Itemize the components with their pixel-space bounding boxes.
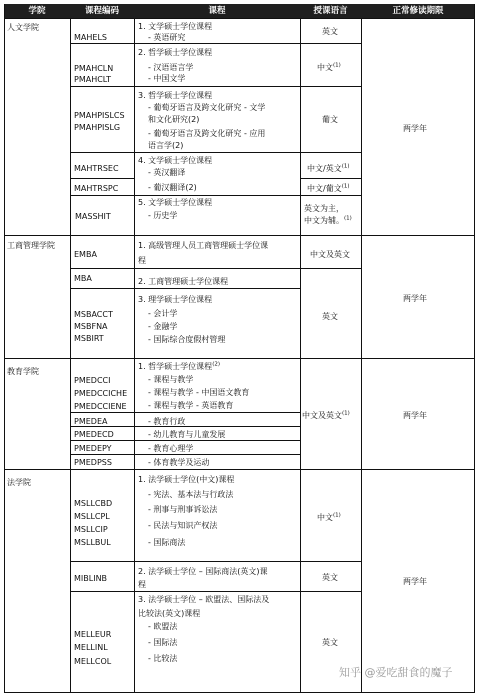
row-divider [70, 454, 301, 455]
faculty-divider [4, 358, 475, 359]
course-line: - 课程与教学 - 英语教育 [148, 401, 234, 410]
programme-code: MSLLBUL [74, 538, 111, 547]
course-line: 2. 工商管理硕士学位课程 [138, 277, 229, 286]
course-line: - 金融学 [148, 322, 178, 331]
header-faculty: 学院 [4, 4, 70, 18]
course-line: - 会计学 [148, 309, 178, 318]
faculty-name: 人文学院 [7, 23, 39, 32]
course-line: 2. 法学硕士学位 – 国际商法(英文)课 [138, 567, 268, 576]
language-text: 中文/葡文$^{(1)}$ [307, 183, 350, 193]
course-line: - 葡萄牙语言及跨文化研究 - 应用 [148, 129, 266, 138]
course-line: - 汉语语言学 [148, 63, 194, 72]
row-divider [70, 440, 301, 441]
course-line: 语言学(2) [148, 141, 184, 150]
course-line: 程 [138, 580, 146, 589]
programme-code: PMEDCCICHE [74, 389, 128, 398]
programme-code: PMAHPISLG [74, 123, 121, 132]
course-line: - 历史学 [148, 211, 178, 220]
programme-code: MSLLCBD [74, 499, 113, 508]
course-line: 程 [138, 256, 146, 265]
faculty-divider [4, 235, 475, 236]
header-language: 授课语言 [300, 4, 361, 18]
faculty-name: 法学院 [7, 478, 31, 487]
course-line: - 中国文学 [148, 74, 186, 83]
programme-code: EMBA [74, 250, 97, 259]
row-divider [70, 268, 361, 269]
course-line: - 英语研究 [148, 33, 186, 42]
row-divider [70, 195, 361, 196]
programme-code: MSBIRT [74, 334, 104, 343]
programme-code: PMEDEA [74, 417, 108, 426]
course-line: 1. 文学硕士学位课程 [138, 22, 213, 31]
row-divider [70, 86, 361, 87]
course-line: - 教育心理学 [148, 444, 194, 453]
header-code: 课程编码 [70, 4, 134, 18]
programme-code: PMEDECD [74, 430, 114, 439]
column-divider [361, 18, 362, 693]
programme-code: MASSHIT [75, 212, 111, 221]
language-text: 葡文 [322, 115, 338, 124]
course-line: - 宪法、基本法与行政法 [148, 490, 234, 499]
programme-code: PMAHCLT [74, 75, 112, 84]
course-line: - 民法与知识产权法 [148, 521, 218, 530]
course-line: - 课程与教学 - 中国语文教育 [148, 388, 250, 397]
header-course: 课程 [134, 4, 300, 18]
course-line: - 幼儿教育与儿童发展 [148, 430, 226, 439]
programme-code: PMEDCCI [74, 376, 111, 385]
course-line: 4. 文学硕士学位课程 [138, 156, 213, 165]
language-text: 中文$^{(1)}$ [317, 512, 341, 522]
table-border-bottom [4, 692, 475, 693]
course-line: - 葡萄牙语言及跨文化研究 - 文学 [148, 103, 266, 112]
programme-code: MAHTRSPC [74, 184, 119, 193]
course-line: 比较法(英文)课程 [138, 609, 201, 618]
row-divider [70, 152, 361, 153]
programme-code: MSBACCT [74, 310, 113, 319]
course-line: - 国际综合度假村管理 [148, 335, 226, 344]
course-line: - 英汉翻译 [148, 168, 186, 177]
row-divider [70, 426, 301, 427]
programme-code: MAHELS [74, 33, 107, 42]
course-line: 3. 理学硕士学位课程 [138, 295, 213, 304]
duration-text: 两学年 [403, 577, 427, 586]
row-divider [300, 178, 361, 179]
programme-code: MSBFNA [74, 322, 108, 331]
language-text: 中文及英文 [310, 250, 350, 259]
programme-code: MAHTRSEC [74, 164, 119, 173]
course-line: 5. 文学硕士学位课程 [138, 198, 213, 207]
language-text: 英文 [322, 312, 338, 321]
programme-code: PMEDCCIENE [74, 402, 127, 411]
course-line: - 葡汉翻译(2) [148, 183, 197, 192]
row-divider [70, 178, 134, 179]
language-text: 英文 [322, 573, 338, 582]
programme-code: PMAHCLN [74, 64, 114, 73]
programme-code: MELLCOL [74, 657, 112, 666]
course-line: - 教育行政 [148, 417, 186, 426]
course-line: - 国际法 [148, 638, 178, 647]
language-text: 英文 [322, 638, 338, 647]
language-text: 中文$^{(1)}$ [317, 62, 341, 72]
table-border-right [474, 4, 475, 693]
course-line: - 课程与教学 [148, 375, 194, 384]
course-line: 2. 哲学硕士学位课程 [138, 48, 213, 57]
faculty-divider [4, 469, 475, 470]
programme-code: MSLLCPL [74, 512, 110, 521]
language-text: 中文为辅。$^{(1)}$ [304, 215, 352, 225]
language-text: 中文及英文$^{(1)}$ [302, 410, 350, 420]
header-duration: 正常修读期限 [361, 4, 475, 18]
faculty-name: 教育学院 [7, 367, 39, 376]
programme-code: PMAHPISLCS [74, 111, 125, 120]
language-text: 中文/英文$^{(1)}$ [307, 163, 350, 173]
course-line: 和文化研究(2) [148, 115, 200, 124]
programme-code: MSLLCIP [74, 525, 108, 534]
programme-code: PMEDEPY [74, 444, 112, 453]
programme-code: PMEDPSS [74, 458, 112, 467]
course-line: - 体育教学及运动 [148, 458, 210, 467]
row-divider [70, 591, 361, 592]
table-border-left [4, 4, 5, 693]
row-divider [70, 561, 361, 562]
course-line: 1. 法学硕士学位(中文)课程 [138, 475, 235, 484]
faculty-name: 工商管理学院 [7, 241, 55, 250]
table-border-top [4, 18, 475, 19]
duration-text: 两学年 [403, 124, 427, 133]
programme-code: MIBLINB [74, 574, 108, 583]
course-line: 3. 法学硕士学位 – 欧盟法、国际法及 [138, 595, 270, 604]
course-line: 1. 哲学硕士学位课程$^{(2)}$ [138, 361, 220, 371]
duration-text: 两学年 [403, 411, 427, 420]
programme-code: MELLINL [74, 643, 108, 652]
course-line: - 国际商法 [148, 538, 186, 547]
language-text: 英文为主， [304, 204, 344, 213]
course-line: - 欧盟法 [148, 622, 178, 631]
language-text: 英文 [322, 27, 338, 36]
course-line: 3. 哲学硕士学位课程 [138, 91, 213, 100]
programme-code: MBA [74, 274, 92, 283]
row-divider [70, 412, 301, 413]
row-divider [70, 43, 361, 44]
row-divider [70, 288, 301, 289]
duration-text: 两学年 [403, 294, 427, 303]
watermark: 知乎 @爱吃甜食的魔子 [339, 666, 453, 679]
course-line: - 刑事与刑事诉讼法 [148, 505, 218, 514]
course-line: 1. 高级管理人员工商管理硕士学位课 [138, 241, 269, 250]
programme-code: MELLEUR [74, 630, 112, 639]
course-line: - 比较法 [148, 654, 178, 663]
